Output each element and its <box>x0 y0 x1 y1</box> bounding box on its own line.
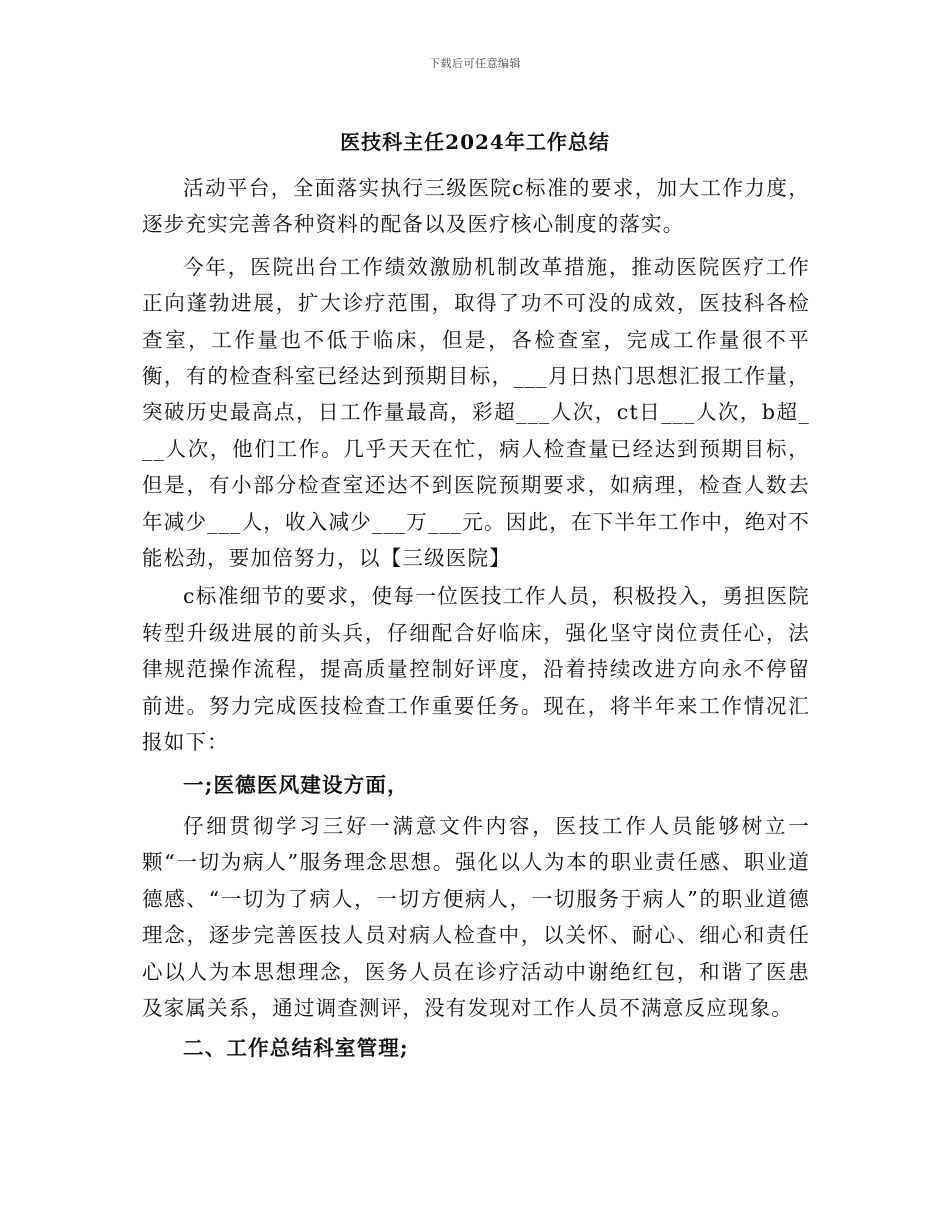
document-body <box>142 170 810 1067</box>
paragraph-2: 今年，医院出台工作绩效激励机制改革措施，推动医院医疗工作正向蓬勃进展，扩大诊疗范围，取得了功不可没的成效，医技科各检查室，工作量也不低于临床，但是，各检查室，完成工作量很不平衡，有的检查科室已经达到预期目标，___月日热门思想汇报工作量，突破历史最高点，日工作量最高，彩超___人次，ct日___人次，b超___人次，他们工作。几乎天天在忙，病人检查量已经达到预期目标，但是，有小部分检查室还达不到医院预期要求，如病理，检查人数去年减少___人，收入减少___万___元。因此，在下半年工作中，绝对不能松劲，要加倍努力，以【三级医院】 <box>142 254 810 571</box>
section-heading-2: 二、工作总结科室管理; <box>183 1036 409 1061</box>
section-heading-1: 一;医德医风建设方面， <box>183 772 409 797</box>
document-title: 医技科主任2024年工作总结 <box>340 130 610 154</box>
header-note: 下载后可任意编辑 <box>429 57 521 70</box>
paragraph-4: 仔细贯彻学习三好一满意文件内容，医技工作人员能够树立一颗“一切为病人”服务理念思想。强化以人为本的职业责任感、职业道德感、“一切为了病人，一切方便病人，一切服务于病人”的职业道德理念，逐步完善医技人员对病人检查中，以关怀、耐心、细心和责任心以人为本思想理念，医务人员在诊疗活动中谢绝红包，和谐了医患及家属关系，通过调查测评，没有发现对工作人员不满意反应现象。 <box>142 813 810 1020</box>
paragraph-1: 活动平台，全面落实执行三级医院c标准的要求，加大工作力度，逐步充实完善各种资料的配备以及医疗核心制度的落实。 <box>142 176 810 237</box>
paragraph-3: c标准细节的要求，使每一位医技工作人员，积极投入，勇担医院转型升级进展的前头兵，仔细配合好临床，强化坚守岗位责任心，法律规范操作流程，提高质量控制好评度，沿着持续改进方向永不停留前进。努力完成医技检查工作重要任务。现在，将半年来工作情况汇报如下： <box>142 584 810 755</box>
